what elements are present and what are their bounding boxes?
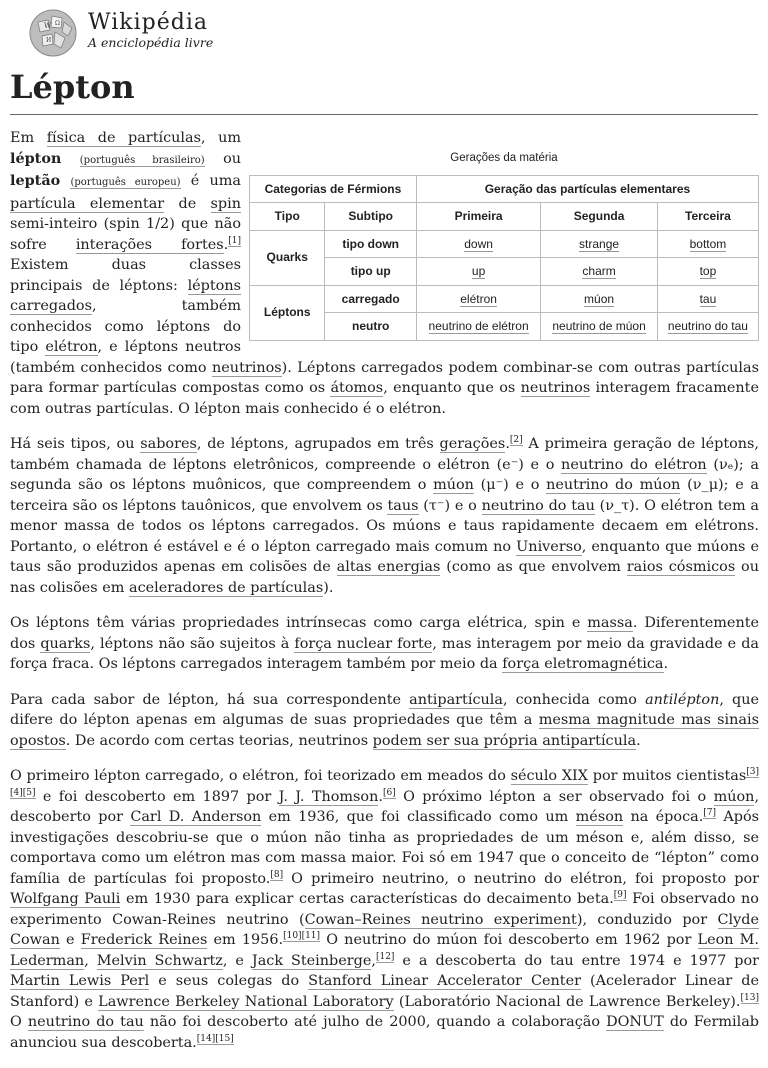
link[interactable]: Carl D. Anderson — [130, 809, 262, 825]
flavors-paragraph — [10, 434, 759, 598]
text: , descoberto por — [10, 788, 760, 825]
table-row — [250, 230, 759, 258]
particle-link[interactable]: charm — [582, 264, 616, 278]
link[interactable]: Universo — [516, 538, 582, 555]
link[interactable]: átomos — [330, 380, 384, 396]
text: por muitos cientistas — [588, 768, 747, 784]
link[interactable]: massa — [587, 615, 633, 631]
text: . — [663, 656, 669, 672]
text: e a descoberta do tau entre 1974 e 1977 por — [394, 952, 759, 969]
link[interactable]: força nuclear forte — [294, 635, 433, 652]
article-body — [10, 128, 759, 1068]
text: ou — [204, 150, 242, 167]
col-header-second: Segunda — [541, 203, 658, 231]
particle-link[interactable]: up — [471, 264, 486, 278]
text: Os léptons têm várias propriedades intrínsecas como carga elétrica, spin e — [10, 615, 588, 631]
properties-paragraph — [10, 613, 759, 675]
link[interactable]: DONUT — [606, 1014, 664, 1030]
link[interactable]: partícula elementar — [10, 195, 165, 212]
particle-link[interactable]: múon — [584, 291, 615, 306]
text: , e — [222, 952, 252, 969]
text: do Fermilab anunciou sua descoberta. — [10, 1014, 760, 1051]
col-header-third: Terceira — [657, 203, 758, 231]
text: , — [371, 952, 376, 969]
generations-table — [249, 175, 759, 341]
text: em 1956. — [207, 932, 284, 948]
link[interactable]: antipartícula — [409, 691, 503, 708]
svg-text:И: И — [46, 37, 52, 44]
reference-link[interactable]: [10] — [283, 931, 302, 942]
link[interactable]: altas energias — [336, 559, 441, 575]
reference-link[interactable]: [12] — [375, 951, 395, 962]
text: , — [84, 952, 97, 969]
text: , um — [200, 130, 241, 146]
text: . De acordo com certas teorias, neutrinos — [65, 732, 373, 749]
reference-link[interactable]: [1] — [228, 235, 241, 246]
text: , enquanto que os — [383, 380, 521, 396]
particle-link[interactable]: neutrino de elétron — [428, 319, 529, 333]
text: . — [378, 788, 383, 805]
text: e — [59, 932, 81, 948]
particle-link[interactable]: down — [464, 236, 493, 251]
link[interactable]: gerações — [439, 436, 506, 452]
wikipedia-globe-icon[interactable] — [28, 8, 78, 58]
text: O próximo lépton a ser observado foi o — [395, 788, 714, 805]
link[interactable]: méson — [575, 809, 624, 825]
text: interagem fracamente com outras partículas. O lépton mais conhecido é o elétron. — [10, 380, 759, 417]
text: O primeiro lépton carregado, o elétron, foi teorizado em meados do — [10, 768, 511, 784]
term-italic: antilépton — [645, 691, 720, 708]
text: não foi descoberto até julho de 2000, quando a colaboração — [143, 1014, 607, 1030]
reference-link[interactable]: [14] — [196, 1033, 216, 1044]
text: ), conduzido por — [576, 911, 718, 928]
subtype-cell: neutro — [325, 313, 416, 341]
link[interactable]: neutrino do tau — [27, 1014, 144, 1030]
link[interactable]: spin — [210, 195, 241, 212]
link[interactable]: J. J. Thomson — [278, 788, 379, 805]
particle-link[interactable]: elétron — [460, 291, 497, 306]
history-paragraph — [10, 766, 759, 1053]
link[interactable]: neutrinos — [212, 359, 282, 376]
link[interactable]: mesma magnitude mas sinais opostos — [10, 712, 759, 749]
link[interactable]: neutrino do múon — [546, 477, 681, 493]
text: (νₑ); a segunda são os léptons muônicos, que compreendem o — [10, 456, 759, 493]
link[interactable]: interações fortes — [75, 236, 224, 253]
link[interactable]: Wolfgang Pauli — [10, 891, 121, 907]
particle-link[interactable]: neutrino de múon — [552, 319, 646, 333]
link[interactable]: Martin Lewis Perl — [10, 973, 150, 989]
text: ou nas colisões em — [10, 559, 759, 596]
dialect-note-link[interactable]: (português brasileiro) — [79, 154, 205, 166]
reference-link[interactable]: [8] — [270, 869, 284, 880]
link[interactable]: múon — [713, 788, 755, 805]
title-divider — [10, 114, 758, 115]
text: ). — [323, 579, 334, 596]
link[interactable]: Clyde Cowan — [10, 911, 759, 948]
link[interactable]: Lawrence Berkeley National Laboratory — [98, 993, 394, 1010]
text: em 1936, que foi classificado como um — [261, 809, 576, 825]
text: . Diferentemente dos — [10, 615, 760, 652]
text: (ν_τ). O elétron tem a menor massa de todos os léptons carregados. Os múons e taus rapidamente decaem em elétrons. Portanto, o elétron é estável e é o lépton carregado mais comum no — [10, 497, 760, 555]
reference-link[interactable]: [2] — [509, 435, 523, 446]
subtype-cell: carregado — [325, 285, 416, 313]
text: , conhecida como — [502, 691, 646, 708]
text: O primeiro neutrino, o neutrino do elétron, foi proposto por — [283, 870, 759, 887]
text: . — [636, 732, 641, 749]
text: , de léptons, agrupados em três — [196, 436, 440, 452]
link[interactable]: quarks — [40, 635, 91, 652]
link[interactable]: força eletromagnética — [502, 656, 664, 672]
particle-link[interactable]: strange — [579, 236, 620, 251]
svg-text:W: W — [44, 22, 52, 30]
table-row — [250, 285, 759, 313]
link[interactable]: podem ser sua própria antipartícula — [372, 732, 637, 749]
text: Após investigações descobriu-se que o múon não tinha as propriedades de um méson e, além disso, se comportava como um elétron mas com massa maior. Foi só em 1947 que o conceito de “lépton” como família de partículas foi proposto. — [10, 809, 760, 887]
particle-link[interactable]: bottom — [689, 236, 727, 251]
term-bold: leptão — [10, 172, 61, 189]
link[interactable]: aceleradores de partículas — [129, 579, 324, 596]
table-header-categories: Categorias de Férmions — [250, 175, 417, 203]
text: em 1930 para explicar certas características do decaimento beta. — [120, 891, 614, 907]
link[interactable]: século XIX — [510, 768, 588, 784]
particle-link[interactable]: tau — [699, 291, 717, 306]
text: (τ⁻) e o — [418, 497, 482, 514]
reference-link[interactable]: [5] — [22, 787, 36, 798]
reference-link[interactable]: [4] — [10, 787, 23, 798]
text: de — [164, 195, 211, 212]
page-title: Lépton — [10, 68, 135, 106]
generations-infobox — [249, 148, 759, 341]
link[interactable]: sabores — [140, 436, 197, 452]
link[interactable]: neutrinos — [520, 380, 591, 396]
link[interactable]: Jack Steinberge — [251, 952, 372, 969]
link[interactable]: física de partículas — [46, 130, 201, 146]
reference-link[interactable]: [6] — [382, 787, 396, 798]
text: , que difere do lépton apenas em algumas de suas propriedades que têm a — [10, 691, 759, 728]
svg-text:Ω: Ω — [55, 20, 60, 27]
text: Há seis tipos, ou — [10, 436, 141, 452]
text: e seus colegas do — [149, 973, 309, 989]
text: , léptons não são sujeitos à — [90, 635, 295, 652]
text: (Laboratório Nacional de Lawrence Berkeley). — [393, 993, 741, 1010]
link[interactable]: Melvin Schwartz — [96, 952, 223, 969]
reference-link[interactable]: [13] — [740, 992, 759, 1003]
reference-link[interactable]: [3] — [746, 767, 760, 778]
dialect-note-link[interactable]: (português europeu) — [70, 177, 181, 188]
reference-link[interactable]: [11] — [301, 931, 321, 942]
table-row — [250, 313, 759, 341]
text: O neutrino do múon foi descoberto em 1962 por — [320, 932, 698, 948]
particle-link[interactable]: top — [699, 264, 717, 278]
text: , e léptons neutros (também conhecidos como — [10, 339, 241, 376]
text: O — [10, 1014, 28, 1030]
link[interactable]: Cowan–Reines neutrino experiment — [304, 911, 577, 928]
col-header-first: Primeira — [416, 203, 540, 231]
col-header-type: Tipo — [250, 203, 325, 231]
link[interactable]: Frederick Reines — [80, 932, 208, 948]
table-header-generation: Geração das partículas elementares — [416, 175, 758, 203]
text: é uma — [180, 173, 242, 189]
antiparticle-paragraph — [10, 690, 759, 752]
text: e foi descoberto em 1897 por — [35, 788, 279, 805]
site-tagline: A enciclopédia livre — [88, 35, 214, 50]
particle-link[interactable]: neutrino do tau — [667, 319, 748, 333]
link[interactable]: léptons carregados — [10, 277, 241, 314]
text: , também conhecidos como léptons do tipo — [10, 298, 241, 355]
link[interactable]: Leon M. Lederman — [10, 932, 759, 969]
link[interactable]: neutrino do elétron — [561, 456, 707, 473]
col-header-subtype: Subtipo — [325, 203, 416, 231]
text: semi-inteiro (spin 1/2) que não sofre — [10, 216, 241, 253]
text: A primeira geração de léptons, também chamada de léptons eletrônicos, compreende o elétron (e⁻) e o — [10, 436, 760, 473]
text: (μ⁻) e o — [473, 477, 547, 493]
text: (ν_μ); e a terceira são os léptons tauônicos, que envolvem os — [10, 477, 760, 514]
reference-link[interactable]: [7] — [703, 808, 717, 819]
link[interactable]: neutrino do tau — [481, 497, 595, 514]
text: na época. — [623, 809, 704, 825]
type-quarks: Quarks — [250, 230, 325, 285]
text: Foi observado no experimento Cowan-Reines neutrino ( — [10, 891, 759, 928]
reference-link[interactable]: [9] — [613, 890, 627, 901]
infobox-caption: Gerações da matéria — [450, 152, 558, 164]
link[interactable]: elétron — [45, 339, 98, 355]
reference-link[interactable]: [15] — [215, 1033, 234, 1044]
link[interactable]: Stanford Linear Accelerator Center — [308, 973, 581, 989]
site-wordmark[interactable]: Wikipédia — [88, 10, 208, 35]
subtype-cell: tipo up — [325, 258, 416, 286]
link[interactable]: raios cósmicos — [626, 559, 736, 575]
text: Para cada sabor de lépton, há sua correspondente — [10, 691, 410, 708]
text: . — [223, 236, 229, 253]
text: , enquanto que múons e taus são produzidos apenas em colisões de — [10, 538, 759, 575]
text: , mas interagem por meio da gravidade e da força fraca. Os léptons carregados interagem também por meio da — [10, 635, 759, 672]
site-header — [0, 0, 768, 62]
link[interactable]: taus — [387, 497, 419, 514]
text: ). Léptons carregados podem combinar-se com outras partículas para formar partículas compostas como os — [10, 359, 759, 396]
text: (como as que envolvem — [440, 559, 627, 575]
subtype-cell: tipo down — [325, 230, 416, 258]
text: . — [505, 436, 510, 452]
term-bold: lépton — [10, 149, 62, 167]
text: (Acelerador Linear de Stanford) e — [10, 973, 759, 1010]
table-row — [250, 258, 759, 286]
text: Em — [10, 130, 47, 146]
type-leptons: Léptons — [250, 285, 325, 340]
link[interactable]: múon — [433, 477, 474, 493]
text: Existem duas classes principais de léptons: — [10, 257, 241, 294]
